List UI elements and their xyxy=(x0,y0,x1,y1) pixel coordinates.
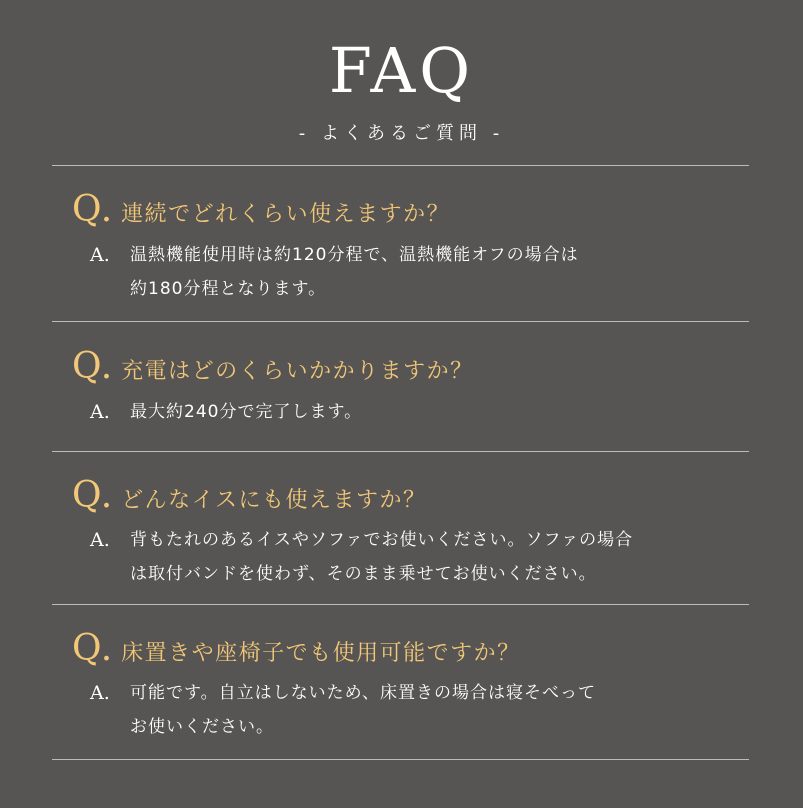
answer-line: お使いください。 xyxy=(130,717,274,737)
a-mark: A. xyxy=(90,529,110,551)
answer-text xyxy=(130,676,770,744)
divider xyxy=(52,759,749,760)
a-mark: A. xyxy=(90,244,110,266)
answer-line: 可能です。自立はしないため、床置きの場合は寝そべって xyxy=(130,683,596,703)
divider xyxy=(52,321,749,322)
q-mark: Q. xyxy=(72,628,114,669)
a-mark: A. xyxy=(90,401,110,423)
faq-answer-2 xyxy=(90,395,770,429)
q-mark: Q. xyxy=(72,189,114,230)
answer-line: 温熱機能使用時は約120分程で、温熱機能オフの場合は xyxy=(130,245,579,265)
a-mark: A. xyxy=(90,682,110,704)
divider xyxy=(52,604,749,605)
answer-line: 最大約240分で完了します。 xyxy=(130,402,363,422)
faq-question-2 xyxy=(72,345,474,389)
faq-question-4 xyxy=(72,627,521,671)
answer-text xyxy=(130,395,770,429)
q-mark: Q. xyxy=(72,346,114,387)
answer-line: 約180分程となります。 xyxy=(130,279,327,299)
faq-question-3 xyxy=(72,474,426,518)
divider xyxy=(52,451,749,452)
question-text: どんなイスにも使えますか？ xyxy=(121,488,427,513)
faq-answer-1 xyxy=(90,238,770,306)
divider xyxy=(52,165,749,166)
page-title: FAQ xyxy=(328,34,475,107)
question-text: 床置きや座椅子でも使用可能ですか？ xyxy=(121,641,521,666)
answer-text xyxy=(130,238,770,306)
page-subtitle: - よくあるご質問 - xyxy=(298,123,505,144)
question-text: 連続でどれくらい使えますか？ xyxy=(121,202,451,227)
faq-answer-4 xyxy=(90,676,770,744)
answer-line: 背もたれのあるイスやソファでお使いください。ソファの場合 xyxy=(130,530,634,550)
question-text: 充電はどのくらいかかりますか？ xyxy=(121,359,474,384)
q-mark: Q. xyxy=(72,475,114,516)
answer-text xyxy=(130,523,770,591)
answer-line: は取付バンドを使わず、そのまま乗せてお使いください。 xyxy=(130,564,597,584)
faq-question-1 xyxy=(72,188,450,232)
faq-answer-3 xyxy=(90,523,770,591)
